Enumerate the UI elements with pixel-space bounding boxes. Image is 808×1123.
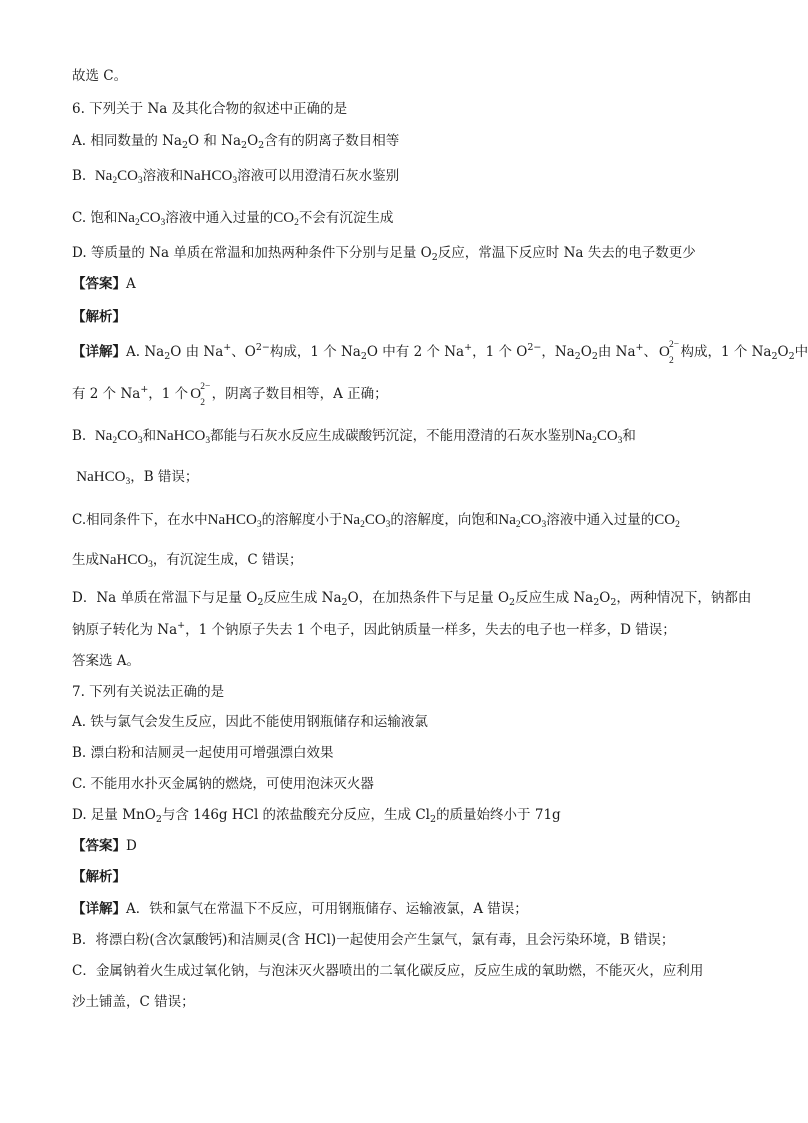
question-6-option-a: A. 相同数量的 $Na_2O$ 和 $Na_2O_2$含有的阴离子数目相等 (72, 133, 400, 151)
question-6-option-d: D. 等质量的 Na 单质在常温和加热两种条件下分别与足量 $O_2$反应，常温下反应时 Na 失去的电子数更少 (72, 245, 696, 263)
question-7-option-a: A. 铁与氯气会发生反应，因此不能使用钢瓶储存和运输液氯 (72, 714, 428, 730)
question-6-stem: 6. 下列关于 Na 及其化合物的叙述中正确的是 (72, 101, 348, 117)
question-7-option-b: B. 漂白粉和洁厕灵一起使用可增强漂白效果 (72, 745, 334, 761)
explanation-line: 【详解】A．铁和氯气在常温下不反应，可用钢瓶储存、运输液氯，A 错误； (72, 901, 528, 917)
explanation-line: B. $Na_2CO_3$和NaHCO$_3$都能与石灰水反应生成碳酸钙沉淀，不能用澄清的石灰水鉴别$Na_2CO_3$和 (72, 428, 636, 446)
explanation-line: NaHCO$_3$，B 错误； (76, 469, 199, 487)
answer-line: 【答案】D (72, 838, 137, 854)
explanation-line: 沙土铺盖，C 错误； (72, 994, 195, 1010)
question-6-option-b: B. $Na_2CO_3$溶液和NaHCO$_3$溶液可以用澄清石灰水鉴别 (72, 168, 400, 186)
question-7-stem: 7. 下列有关说法正确的是 (72, 684, 225, 700)
answer-line: 【答案】A (72, 276, 136, 292)
analysis-label: 【解析】 (72, 309, 126, 325)
question-6-option-c: C. 饱和$Na_2CO_3$溶液中通入过量的$CO_2$不会有沉淀生成 (72, 210, 394, 228)
explanation-line: 生成NaHCO$_3$，有沉淀生成，C 错误； (72, 552, 303, 570)
question-7-option-c: C. 不能用水扑灭金属钠的燃烧，可使用泡沫灭火器 (72, 776, 374, 792)
analysis-label: 【解析】 (72, 869, 126, 885)
explanation-line: 有 2 个 Na+，1 个 O 2− 2 ，阴离子数目相等，A 正确； (72, 382, 388, 408)
explanation-line: 【详解】A. $Na_2O$ 由 Na+、$O^{2-}$构成，1 个 $Na_2O$ 中有 2 个 Na+，1 个 $O^{2-}$，$Na_2O_2$由 Na+、 O 2− 2 构成，1 个 $Na_2O_2$中 (72, 340, 808, 366)
explanation-line: C．金属钠着火生成过氧化钠，与泡沫灭火器喷出的二氧化碳反应，反应生成的氧助燃，不能灭火，应利用 (72, 963, 704, 979)
question-7-option-d: D. 足量 MnO$_2$与含 146g HCl 的浓盐酸充分反应，生成 $Cl_2$的质量始终小于 71g (72, 807, 561, 825)
explanation-line: B．将漂白粉(含次氯酸钙)和洁厕灵(含 HCl)一起使用会产生氯气，氯有毒，且会污染环境，B 错误； (72, 932, 675, 948)
text-line: 答案选 A。 (72, 653, 141, 669)
explanation-line: C.相同条件下，在水中NaHCO$_3$的溶解度小于$Na_2CO_3$的溶解度，向饱和$Na_2CO_3$溶液中通入过量的$CO_2$ (72, 512, 680, 530)
explanation-line: D．Na 单质在常温下与足量 $O_2$反应生成 $Na_2O$，在加热条件下与足量 $O_2$反应生成 $Na_2O_2$，两种情况下，钠都由 (72, 590, 752, 608)
explanation-line: 钠原子转化为 Na+，1 个钠原子失去 1 个电子，因此钠质量一样多，失去的电子也一样多，D 错误； (72, 620, 676, 638)
text-line: 故选 C。 (72, 68, 128, 84)
